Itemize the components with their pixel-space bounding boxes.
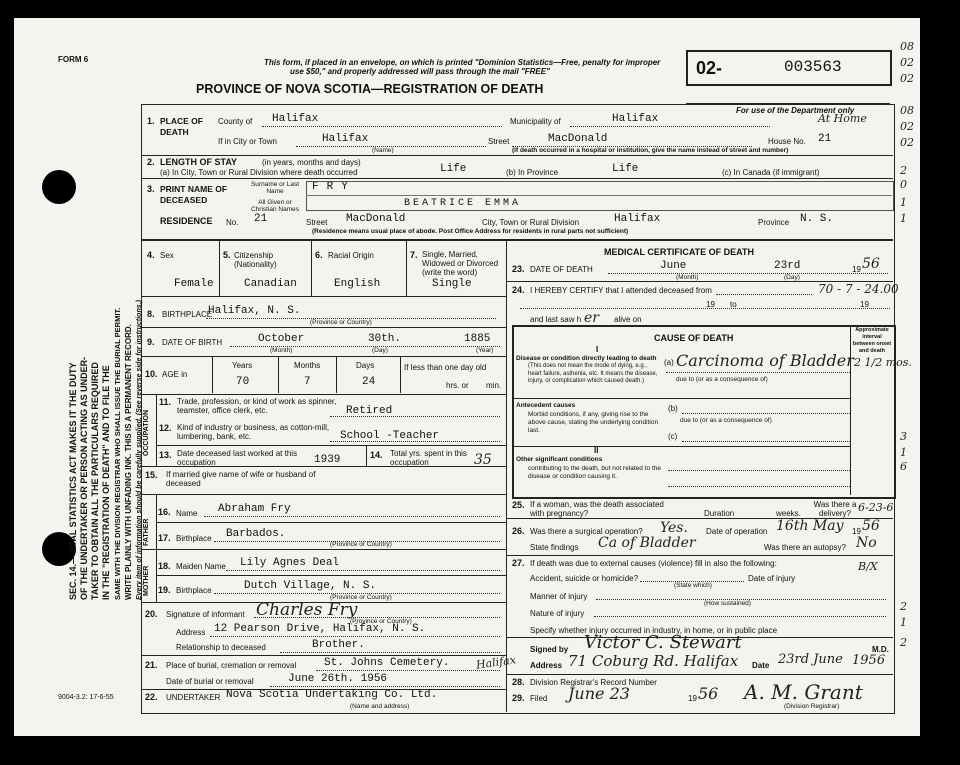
roman-two: II	[594, 446, 599, 455]
side-text-3: TAKER TO OBTAIN ALL THE PARTICULARS REQUIRED	[90, 362, 100, 600]
death-date-line	[608, 273, 888, 274]
date-of-death-label: DATE OF DEATH	[530, 265, 593, 274]
death-year-prefix: 19	[852, 265, 861, 274]
cert-to-label: to	[730, 300, 737, 309]
given-name-value: BEATRICE EMMA	[404, 198, 522, 209]
dob-day-caption: (Day)	[372, 347, 388, 354]
occupation-col-2	[156, 394, 157, 466]
cause-a-marker: (a)	[664, 358, 674, 367]
sex-label: Sex	[160, 251, 174, 260]
print-name-label: PRINT NAME OF DECEASED	[160, 184, 228, 205]
registrar-signature: A. M. Grant	[744, 680, 863, 704]
mother-birthplace-caption: (Province or Country)	[330, 594, 392, 601]
md-label: M.D.	[872, 645, 889, 654]
nature-line	[594, 616, 886, 617]
death-month: June	[660, 260, 687, 272]
antecedent-sub: Morbid conditions, if any, giving rise to the above cause, stating the underlying condition last.	[528, 411, 659, 434]
certify-line	[716, 294, 812, 295]
stay-b-label: (b) In Province	[506, 168, 559, 177]
alive-on-label: alive on	[614, 315, 642, 324]
informant-signature: Charles Fry	[256, 600, 358, 620]
accident-line	[640, 581, 744, 582]
racial-origin-value: English	[334, 278, 381, 290]
other-conditions-label: Other significant conditions	[516, 456, 603, 463]
delivery-note: 6-23-6	[858, 501, 894, 514]
mother-birthplace-label: Birthplace	[176, 586, 212, 595]
stay-c-label: (c) In Canada (if immigrant)	[722, 168, 820, 177]
last-saw-mark: er	[584, 310, 599, 326]
death-day: 23rd	[774, 260, 801, 272]
duration-label: Duration	[704, 509, 735, 518]
manner-label: Manner of injury	[530, 592, 588, 601]
mother-maiden-name: Lily Agnes Deal	[240, 557, 340, 569]
bx-mark: B/X	[858, 560, 878, 573]
findings-value: Ca of Bladder	[598, 535, 696, 551]
item-number-5: 5.	[223, 250, 231, 260]
surname-value: FRY	[312, 181, 356, 193]
burial-place-label: Place of burial, cremation or removal	[166, 661, 297, 670]
doctor-address: 71 Coburg Rd. Halifax	[568, 652, 739, 670]
doctor-address-label: Address	[530, 661, 563, 670]
woman-label: If a woman, was the death associated with pregnancy?	[530, 500, 664, 518]
certify-label: I HEREBY CERTIFY that I attended deceased from	[530, 286, 712, 295]
stay-b-value: Life	[612, 163, 639, 175]
name-caption: (Name)	[372, 147, 394, 154]
death-month-caption: (Month)	[676, 274, 699, 281]
col-divider-sex	[219, 240, 220, 296]
cause-title: CAUSE OF DEATH	[654, 333, 734, 343]
other-conditions-sub: contributing to the death, but not related to the disease or condition causing it.	[528, 465, 661, 480]
left-right-divider	[506, 240, 507, 712]
dept-use-label: For use of the Department only	[736, 106, 855, 115]
father-name-line	[204, 516, 500, 517]
external-causes-label: If death was due to external causes (violence) fill in also the following:	[530, 559, 777, 568]
op-date-label: Date of operation	[706, 527, 768, 536]
cause-b-marker: (b)	[668, 404, 678, 413]
row-divider-2	[141, 178, 893, 179]
injury-date-label: Date of injury	[748, 574, 796, 583]
page-title: PROVINCE OF NOVA SCOTIA—REGISTRATION OF DEATH	[196, 82, 544, 96]
name-box-mid	[306, 195, 892, 196]
findings-label: State findings	[530, 543, 579, 552]
delivery-label: Was there a delivery?	[813, 500, 857, 518]
name-boxes	[306, 181, 894, 211]
father-name-label: Name	[176, 509, 198, 518]
burial-date-line	[270, 686, 500, 687]
undertaker-value: Nova Scotia Undertaking Co. Ltd.	[226, 689, 438, 701]
dob-year-caption: (Year)	[476, 347, 494, 354]
occupation-side-label: OCCUPATION	[143, 409, 150, 456]
stamp-at-home: At Home	[818, 112, 867, 125]
side-text-2: OF THE UNDERTAKER OR PERSON ACTING AS UNDER-	[79, 356, 89, 600]
years-label: Years	[232, 361, 253, 370]
filed-label: Filed	[530, 694, 548, 703]
total-years-label: Total yrs. spent in this occupation	[390, 449, 467, 467]
item-number-1: 1.	[147, 116, 155, 126]
mother-name-line	[226, 570, 500, 571]
birthplace-value: Halifax, N. S.	[208, 305, 301, 317]
margin-code: 02	[900, 72, 914, 85]
residence-city-label: City, Town or Rural Division	[482, 218, 580, 227]
residence-no-label: No.	[226, 218, 239, 227]
margin-code: 3	[900, 430, 907, 443]
margin-code: 1	[900, 212, 907, 225]
accident-label: Accident, suicide or homicide?	[530, 574, 639, 583]
margin-code: 1	[900, 196, 907, 209]
county-value: Halifax	[272, 113, 319, 125]
other-line-2	[668, 486, 850, 487]
margin-code: 1	[900, 446, 907, 459]
last-saw-label: and last saw h	[530, 315, 582, 324]
filed-year: 56	[698, 684, 719, 703]
item-number-9: 9.	[147, 337, 155, 347]
footer-code: 9004-3.2: 17-6-55	[58, 694, 114, 701]
item-number-18: 18.	[158, 561, 171, 571]
stay-a-label: (a) In City, Town or Rural Division where death occurred	[160, 168, 358, 177]
filed-year-prefix: 19	[688, 694, 697, 703]
row-divider-9	[141, 466, 506, 467]
stay-a-value: Life	[440, 163, 467, 175]
dob-day: 30th.	[368, 333, 402, 345]
doctor-signature: Victor C. Stewart	[584, 632, 742, 653]
certify-from: 70 - 7 - 24.00	[818, 282, 899, 296]
surname-label: Surname or Last Name	[250, 181, 300, 195]
margin-code: 0	[900, 178, 907, 191]
mailing-note-2: use $50," and properly addressed will pass through the mail "FREE"	[290, 67, 550, 76]
birthplace-caption: (Province or Country)	[310, 319, 372, 326]
interval-a: 2 1/2 mos.	[854, 356, 912, 369]
disease-label: Disease or condition directly leading to death	[516, 355, 657, 362]
row-divider-10	[141, 494, 506, 495]
house-value: 21	[818, 133, 832, 145]
col-divider-racial	[406, 240, 407, 296]
op-year-prefix: 19	[852, 527, 861, 536]
margin-code: 02	[900, 136, 914, 149]
place-of-death-label: PLACE OF DEATH	[160, 116, 203, 137]
municipality-line	[570, 126, 770, 127]
due-to-1: due to (or as a consequence of)	[676, 376, 768, 383]
residence-province: N. S.	[800, 213, 834, 225]
margin-code: 1	[900, 616, 907, 629]
residence-street: MacDonald	[346, 213, 406, 225]
state-which: (State which)	[674, 582, 712, 589]
relationship-line	[280, 652, 500, 653]
margin-code: 02	[900, 56, 914, 69]
last-worked-value: 1939	[314, 454, 341, 466]
occupation-col	[141, 394, 142, 466]
informant-address-label: Address	[176, 628, 206, 637]
death-day-caption: (Day)	[784, 274, 800, 281]
length-of-stay-label: LENGTH OF STAY	[160, 157, 238, 167]
antecedent-label: Antecedent causes	[516, 402, 576, 409]
industry-label: Kind of industry or business, as cotton-mill, lumbering, bank, etc.	[177, 423, 330, 441]
injury-where-label: Specify whether injury occurred in industry, in home, or in public place	[530, 626, 778, 635]
how-sustained: (How sustained)	[704, 600, 751, 607]
burial-place-note: Halifax	[475, 653, 517, 672]
age-months: 7	[304, 376, 311, 388]
dob-month-caption: (Month)	[270, 347, 293, 354]
cause-c-marker: (c)	[668, 432, 678, 441]
hrs-label: hrs. or	[446, 381, 469, 390]
burial-place: St. Johns Cemetery.	[324, 657, 450, 669]
min-label: min.	[486, 381, 502, 390]
item-number-8: 8.	[147, 309, 155, 319]
burial-place-line	[316, 670, 500, 671]
surgical-label: Was there a surgical operation?	[530, 527, 643, 536]
form-number: FORM 6	[58, 55, 89, 64]
item-number-29: 29.	[512, 693, 525, 703]
item-number-12: 12.	[159, 423, 172, 433]
age-years: 70	[236, 376, 250, 388]
informant-address: 12 Pearson Drive, Halifax, N. S.	[214, 623, 426, 635]
row-divider-4	[141, 296, 506, 297]
item-number-22: 22.	[145, 692, 158, 702]
margin-code: 6	[900, 460, 907, 473]
registration-number: 003563	[784, 58, 842, 76]
age-days: 24	[362, 376, 376, 388]
item-number-10: 10.	[145, 369, 158, 379]
side-instructions	[68, 160, 145, 600]
side-text-1: SEC. 14.—VITAL STATISTICS ACT MAKES IT THE DUTY	[68, 362, 78, 600]
trade-label: Trade, profession, or kind of work as spinner, teamster, office clerk, etc.	[177, 397, 337, 415]
marital-value: Single	[432, 278, 472, 290]
cause-b-line	[682, 413, 850, 414]
side-text-6: WRITE PLAINLY WITH UNFADING INK. THIS IS A PERMANENT RECORD.	[124, 324, 133, 600]
item-number-3: 3.	[147, 184, 155, 194]
hospital-note: (If death occurred in a hospital or institution, give the name instead of street and number)	[512, 147, 789, 154]
autopsy-label: Was there an autopsy?	[764, 543, 846, 552]
industry-line	[330, 441, 500, 442]
margin-code: 2	[900, 164, 907, 177]
certify-to-line	[520, 308, 890, 309]
relationship-label: Relationship to deceased	[176, 643, 266, 652]
parents-col	[156, 494, 157, 602]
street-label: Street	[488, 137, 510, 146]
cert-year-prefix-2: 19	[860, 300, 869, 309]
father-side-label: FATHER	[143, 518, 150, 546]
burial-date: June 26th. 1956	[288, 673, 388, 685]
row-divider-6	[141, 356, 506, 357]
cause-a-line	[666, 372, 850, 373]
nature-label: Nature of injury	[530, 609, 585, 618]
mother-side-label: MOTHER	[143, 565, 150, 596]
medical-certificate-title: MEDICAL CERTIFICATE OF DEATH	[604, 247, 754, 257]
row-divider-3	[141, 239, 893, 241]
item-number-11: 11.	[159, 397, 172, 407]
doctor-date: 23rd June	[778, 652, 843, 667]
op-year: 56	[862, 518, 880, 534]
op-date: 16th May	[776, 518, 844, 534]
interval-label: Approximate interval between onset and death	[852, 327, 892, 354]
age-col-4	[400, 357, 401, 393]
residence-no: 21	[254, 213, 268, 225]
county-label: County of	[218, 117, 253, 126]
division-registrar-caption: (Division Registrar)	[784, 703, 840, 710]
county-line	[262, 126, 502, 127]
margin-code: 2	[900, 636, 907, 649]
item-number-25: 25.	[512, 500, 525, 510]
undertaker-caption: (Name and address)	[350, 703, 410, 710]
signed-by-label: Signed by	[530, 645, 569, 654]
mailing-note-1: This form, if placed in an envelope, on which is printed "Dominion Statistics—Free, penalty for improper	[264, 58, 661, 67]
cause-c-line	[682, 441, 850, 442]
side-text-5: SAME WITH THE DIVISION REGISTRAR WHO SHALL ISSUE THE BURIAL PERMIT.	[113, 307, 122, 600]
roman-one: I	[596, 345, 599, 354]
industry-value: School -Teacher	[340, 430, 440, 442]
surgical-value: Yes.	[660, 520, 688, 536]
mother-divider	[156, 575, 506, 576]
municipality-label: Municipality of	[510, 117, 561, 126]
row-divider-1	[141, 155, 893, 156]
citizenship-value: Canadian	[244, 278, 297, 290]
residence-street-label: Street	[306, 218, 328, 227]
trade-value: Retired	[346, 405, 393, 417]
length-of-stay-sub: (in years, months and days)	[262, 158, 361, 167]
registration-prefix: 02-	[696, 58, 723, 78]
item-number-21: 21.	[145, 660, 158, 670]
col-divider-citizenship	[311, 240, 312, 296]
item-number-6: 6.	[315, 250, 323, 260]
item-number-24: 24.	[512, 285, 525, 295]
father-name: Abraham Fry	[218, 503, 291, 515]
col-divider-13	[366, 445, 367, 466]
citizenship-label: Citizenship (Nationality)	[234, 251, 277, 269]
item-number-7: 7.	[410, 250, 418, 260]
maiden-name-label: Maiden Name	[176, 562, 226, 571]
age-col-3	[336, 357, 337, 393]
trade-line	[330, 416, 500, 417]
row-divider-5	[141, 327, 506, 328]
item-number-2: 2.	[147, 157, 155, 167]
doctor-date-label: Date	[752, 661, 770, 670]
mother-birthplace: Dutch Village, N. S.	[244, 580, 377, 592]
birthplace-label: BIRTHPLACE	[162, 310, 213, 319]
residence-note: (Residence means usual place of abode. Post Office Address for residents in rural parts not sufficient)	[312, 228, 629, 235]
months-label: Months	[294, 361, 321, 370]
marital-label: Single, Married, Widowed or Divorced (write the word)	[422, 250, 499, 277]
father-birthplace-caption: (Province or Country)	[330, 541, 392, 548]
sex-value: Female	[174, 278, 214, 290]
row-divider-7	[141, 394, 506, 395]
side-text-4: IN THE "REGISTRATION OF DEATH" AND TO FILE THE	[101, 365, 111, 600]
racial-origin-label: Racial Origin	[328, 251, 374, 260]
cause-divider-1	[514, 398, 850, 399]
item-number-14: 14.	[370, 450, 383, 460]
age-col-1	[212, 357, 213, 393]
row-divider-13	[141, 655, 506, 656]
residence-province-label: Province	[758, 218, 790, 227]
less-than-day-label: If less than one day old	[404, 363, 487, 372]
item-number-4: 4.	[147, 250, 155, 260]
side-text-7: Every item of information should be carefully supplied. (See reverse side for instructions.)	[136, 300, 143, 600]
dob-month: October	[258, 333, 305, 345]
dob-label: DATE OF BIRTH	[162, 338, 223, 347]
filed-date: June 23	[568, 684, 630, 703]
other-line-1	[668, 470, 850, 471]
burial-date-label: Date of burial or removal	[166, 677, 254, 686]
margin-code: 02	[900, 120, 914, 133]
doctor-year: 1956	[852, 653, 886, 668]
age-col-2	[278, 357, 279, 393]
death-year: 56	[862, 256, 880, 272]
item-number-26: 26.	[512, 526, 525, 536]
margin-code: 2	[900, 600, 907, 613]
item-number-28: 28.	[512, 677, 525, 687]
father-birthplace-label: Birthplace	[176, 534, 212, 543]
age-label: AGE in	[162, 370, 188, 379]
days-label: Days	[356, 361, 375, 370]
item-number-15: 15.	[145, 470, 158, 480]
margin-code: 08	[900, 40, 914, 53]
row-divider-11	[141, 549, 506, 550]
autopsy-value: No	[856, 535, 877, 551]
residence-label: RESIDENCE	[160, 216, 213, 226]
informant-caption: (Province or Country)	[350, 618, 412, 625]
street-value: MacDonald	[548, 133, 608, 145]
given-name-label: All Given or Christian Names	[250, 199, 300, 213]
spouse-label: If married give name of wife or husband of deceased	[166, 470, 316, 488]
item-number-20: 20.	[145, 609, 158, 619]
row-divider-8	[156, 445, 506, 446]
med-divider-5	[506, 674, 893, 675]
father-birthplace: Barbados.	[226, 528, 286, 540]
undertaker-label: UNDERTAKER	[166, 693, 221, 702]
city-label: If in City or Town	[218, 137, 277, 146]
residence-city: Halifax	[614, 213, 661, 225]
item-number-16: 16.	[158, 507, 171, 517]
cause-divider-2	[514, 446, 850, 447]
last-worked-label: Date deceased last worked at this occupation	[177, 449, 298, 467]
margin-code: 08	[900, 104, 914, 117]
item-number-17: 17.	[158, 533, 171, 543]
weeks-label: weeks.	[776, 509, 801, 518]
item-number-13: 13.	[159, 450, 172, 460]
informant-address-line	[210, 636, 500, 637]
city-value: Halifax	[322, 133, 369, 145]
dob-year: 1885	[464, 333, 491, 345]
house-label: House No.	[768, 137, 806, 146]
med-divider-3	[506, 555, 893, 556]
relationship-value: Brother.	[312, 639, 365, 651]
due-to-2: due to (or as a consequence of)	[680, 417, 772, 424]
item-number-27: 27.	[512, 558, 525, 568]
registrar-record-label: Division Registrar's Record Number	[530, 678, 657, 687]
item-number-23: 23.	[512, 264, 525, 274]
informant-sig-label: Signature of informant	[166, 610, 245, 619]
cert-year-prefix-1: 19	[706, 300, 715, 309]
municipality-value: Halifax	[612, 113, 659, 125]
disease-sub: (This does not mean the mode of dying, e.g., heart failure, asthenia, etc. It means the disease, injury, or complication which caused death.)	[528, 363, 658, 384]
total-years-value: 35	[474, 452, 492, 468]
father-divider	[156, 522, 506, 523]
item-number-19: 19.	[158, 585, 171, 595]
cause-a: Carcinoma of Bladder	[676, 351, 854, 370]
